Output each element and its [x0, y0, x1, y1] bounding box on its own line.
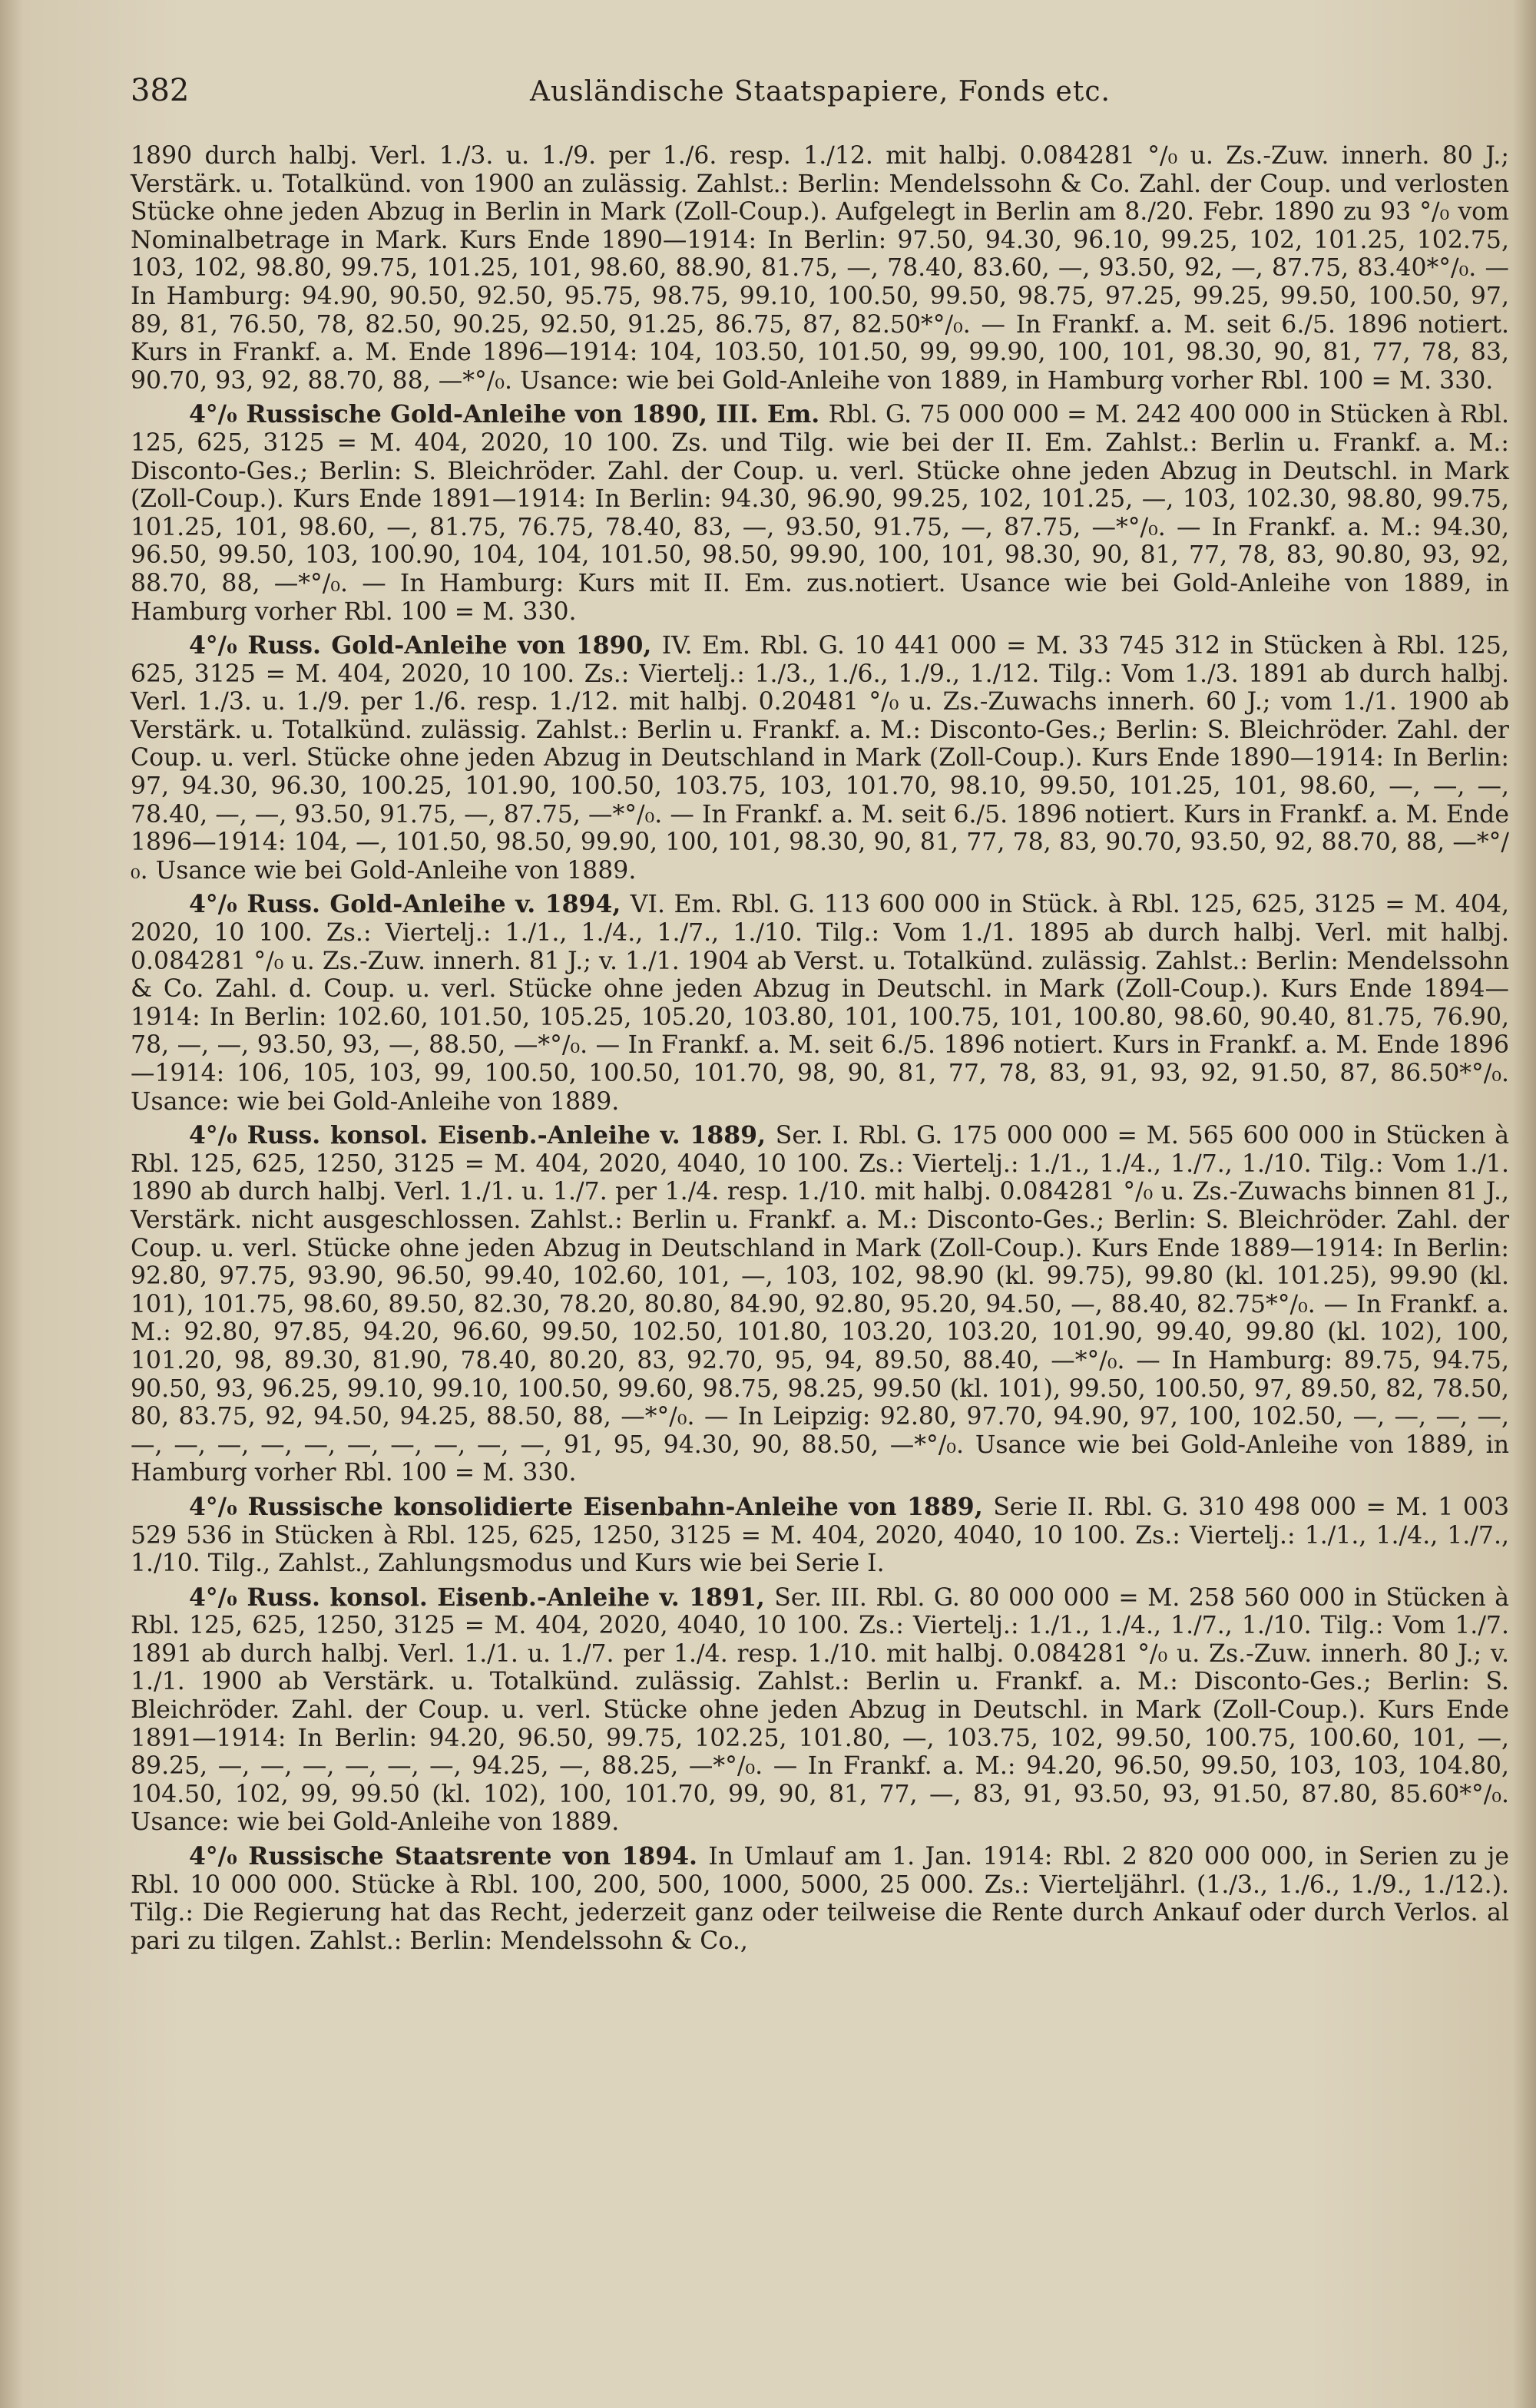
- page-gutter-shadow: [0, 0, 23, 2408]
- entry-text: VI. Em. Rbl. G. 113 600 000 in Stück. à Rbl. 125, 625, 3125 = M. 404, 2020, 10 100. Zs.: Viertelj.: 1./1., 1./4., 1./7., 1./10. Tilg.: Vom 1./1. 1895 ab durch halbj. Verl. mit halbj. 0.084281 °/₀ u. Zs.-Zuw. innerh. 81 J.; v. 1./1. 1904 ab Verst. u. Totalkünd. zulässig. Zahlst.: Berlin: Mendelssohn & Co. Zahl. d. Coup. u. verl. Stücke ohne jeden Abzug in Deutschl. in Mark (Zoll-Coup.). Kurs Ende 1894—1914: In Berlin: 102.60, 101.50, 105.25, 105.20, 103.80, 101, 100.75, 101, 100.80, 98.60, 90.40, 81.75, 76.90, 78, —, —, 93.50, 93, —, 88.50, —*°/₀. — In Frankf. a. M. seit 6./5. 1896 notiert. Kurs in Frankf. a. M. Ende 1896—1914: 106, 105, 103, 99, 100.50, 100.50, 101.70, 98, 90, 81, 77, 78, 83, 91, 93, 92, 91.50, 87, 86.50*°/₀. Usance: wie bei Gold-Anleihe von 1889.: [131, 891, 1510, 1116]
- entry-text: Ser. I. Rbl. G. 175 000 000 = M. 565 600 000 in Stücken à Rbl. 125, 625, 1250, 3125 = M. 404, 2020, 4040, 10 100. Zs.: Viertelj.: 1./1., 1./4., 1./7., 1./10. Tilg.: Vom 1./1. 1890 ab durch halbj. Verl. 1./1. u. 1./7. per 1./4. resp. 1./10. mit halbj. 0.084281 °/₀ u. Zs.-Zuwachs binnen 81 J., Verstärk. nicht ausgeschlossen. Zahlst.: Berlin u. Frankf. a. M.: Disconto-Ges.; Berlin: S. Bleichröder. Zahl. der Coup. u. verl. Stücke ohne jeden Abzug in Deutschland in Mark (Zoll-Coup.). Kurs Ende 1889—1914: In Berlin: 92.80, 97.75, 93.90, 96.50, 99.40, 102.60, 101, —, 103, 102, 98.90 (kl. 99.75), 99.80 (kl. 101.25), 99.90 (kl. 101), 101.75, 98.60, 89.50, 82.30, 78.20, 80.80, 84.90, 92.80, 95.20, 94.50, —, 88.40, 82.75*°/₀. — In Frankf. a. M.: 92.80, 97.85, 94.20, 96.60, 99.50, 102.50, 101.80, 103.20, 103.20, 101.90, 99.40, 99.80 (kl. 102), 100, 101.20, 98, 89.30, 81.90, 78.40, 80.20, 83, 92.70, 95, 94, 89.50, 88.40, —*°/₀. — In Hamburg: 89.75, 94.75, 90.50, 93, 96.25, 99.10, 99.10, 100.50, 99.60, 98.75, 98.25, 99.50 (kl. 101), 99.50, 100.50, 97, 89.50, 82, 78.50, 80, 83.75, 92, 94.50, 94.25, 88.50, 88, —*°/₀. — In Leipzig: 92.80, 97.70, 94.90, 97, 100, 102.50, —, —, —, —, —, —, —, —, —, —, —, —, —, —, 91, 95, 94.30, 90, 88.50, —*°/₀. Usance wie bei Gold-Anleihe von 1889, in Hamburg vorher Rbl. 100 = M. 330.: [131, 1122, 1510, 1487]
- entry-railway-loan-1889-i: [131, 1122, 1509, 1487]
- page-edge-shadow: [1513, 0, 1536, 2408]
- entry-text: Ser. III. Rbl. G. 80 000 000 = M. 258 560 000 in Stücken à Rbl. 125, 625, 1250, 3125 = M. 404, 2020, 4040, 10 100. Zs.: Viertelj.: 1./1., 1./4., 1./7., 1./10. Tilg.: Vom 1./7. 1891 ab durch halbj. Verl. 1./1. u. 1./7. per 1./4. resp. 1./10. mit halbj. 0.084281 °/₀ u. Zs.-Zuw. innerh. 80 J.; v. 1./1. 1900 ab Verstärk. u. Totalkünd. zulässig. Zahlst.: Berlin u. Frankf. a. M.: Disconto-Ges.; Berlin: S. Bleichröder. Zahl. der Coup. u. verl. Stücke ohne jeden Abzug in Deutschl. in Mark (Zoll-Coup.). Kurs Ende 1891—1914: In Berlin: 94.20, 96.50, 99.75, 102.25, 101.80, —, 103.75, 102, 99.50, 100.75, 100.60, 101, —, 89.25, —, —, —, —, —, —, 94.25, —, 88.25, —*°/₀. — In Frankf. a. M.: 94.20, 96.50, 99.50, 103, 103, 104.80, 104.50, 102, 99, 99.50 (kl. 102), 100, 101.70, 99, 90, 81, 77, —, 83, 91, 93.50, 93, 91.50, 87.80, 85.60*°/₀. Usance: wie bei Gold-Anleihe von 1889.: [131, 1583, 1509, 1837]
- entry-heading: 4°/₀ Russ. Gold-Anleihe v. 1894,: [189, 890, 631, 919]
- entry-gold-loan-1890-iv: [131, 632, 1509, 885]
- entry-heading: 4°/₀ Russ. Gold-Anleihe von 1890,: [189, 631, 662, 660]
- entry-railway-loan-1891-iii: [131, 1584, 1509, 1837]
- entry-heading: 4°/₀ Russ. konsol. Eisenb.-Anleihe v. 1889,: [189, 1121, 776, 1150]
- entry-gold-loan-1894: [131, 891, 1509, 1116]
- entry-state-rent-1894: [131, 1843, 1509, 1955]
- page-header: [131, 73, 1505, 119]
- entry-heading: 4°/₀ Russische konsolidierte Eisenbahn-Anleihe von 1889,: [189, 1492, 994, 1521]
- entry-text: In Umlauf am 1. Jan. 1914: Rbl. 2 820 000 000, in Serien zu je Rbl. 10 000 000. Stücke à Rbl. 100, 200, 500, 1000, 5000, 25 000. Zs.: Vierteljährl. (1./3., 1./6., 1./9., 1./12.). Tilg.: Die Regierung hat das Recht, jederzeit ganz oder teilweise die Rente durch Ankauf oder durch Verlos. al pari zu tilgen. Zahlst.: Berlin: Mendelssohn & Co.,: [131, 1843, 1510, 1955]
- entry-heading: 4°/₀ Russische Staatsrente von 1894.: [189, 1842, 709, 1871]
- entry-text: IV. Em. Rbl. G. 10 441 000 = M. 33 745 312 in Stücken à Rbl. 125, 625, 3125 = M. 404, 2020, 10 100. Zs.: Viertelj.: 1./3., 1./6., 1./9., 1./12. Tilg.: Vom 1./3. 1891 ab durch halbj. Verl. 1./3. u. 1./9. per 1./6. resp. 1./12. mit halbj. 0.20481 °/₀ u. Zs.-Zuwachs innerh. 60 J.; vom 1./1. 1900 ab Verstärk. u. Totalkünd. zulässig. Zahlst.: Berlin u. Frankf. a. M.: Disconto-Ges.; Berlin: S. Bleichröder. Zahl. der Coup. u. verl. Stücke ohne jeden Abzug in Deutschland in Mark (Zoll-Coup.). Kurs Ende 1890—1914: In Berlin: 97, 94.30, 96.30, 100.25, 101.90, 100.50, 103.75, 103, 101.70, 98.10, 99.50, 101.25, 101, 98.60, —, —, —, 78.40, —, —, 93.50, 91.75, —, 87.75, —*°/₀. — In Frankf. a. M. seit 6./5. 1896 notiert. Kurs in Frankf. a. M. Ende 1896—1914: 104, —, 101.50, 98.50, 99.90, 100, 101, 98.30, 90, 81, 77, 78, 83, 90.70, 93.50, 92, 88.70, 88, —*°/₀. Usance wie bei Gold-Anleihe von 1889.: [131, 632, 1509, 885]
- page-body: [131, 142, 1509, 1961]
- entry-text: Rbl. G. 75 000 000 = M. 242 400 000 in Stücken à Rbl. 125, 625, 3125 = M. 404, 2020, 10 100. Zs. und Tilg. wie bei der II. Em. Zahlst.: Berlin u. Frankf. a. M.: Disconto-Ges.; Berlin: S. Bleichröder. Zahl. der Coup. u. verl. Stücke ohne jeden Abzug in Deutschl. in Mark (Zoll-Coup.). Kurs Ende 1891—1914: In Berlin: 94.30, 96.90, 99.25, 102, 101.25, —, 103, 102.30, 98.80, 99.75, 101.25, 101, 98.60, —, 81.75, 76.75, 78.40, 83, —, 93.50, 91.75, —, 87.75, —*°/₀. — In Frankf. a. M.: 94.30, 96.50, 99.50, 103, 100.90, 104, 104, 101.50, 98.50, 99.90, 100, 101, 98.30, 90, 81, 77, 78, 83, 90.80, 93, 92, 88.70, 88, —*°/₀. — In Hamburg: Kurs mit II. Em. zus.notiert. Usance wie bei Gold-Anleihe von 1889, in Hamburg vorher Rbl. 100 = M. 330.: [131, 401, 1509, 626]
- entry-gold-loan-1890-iii: [131, 401, 1509, 626]
- entry-heading: 4°/₀ Russ. konsol. Eisenb.-Anleihe v. 1891,: [189, 1583, 775, 1612]
- entry-text: Serie II. Rbl. G. 310 498 000 = M. 1 003 529 536 in Stücken à Rbl. 125, 625, 1250, 3125 = M. 404, 2020, 4040, 10 100. Zs.: Viertelj.: 1./1., 1./4., 1./7., 1./10. Tilg., Zahlst., Zahlungsmodus und Kurs wie bei Serie I.: [131, 1493, 1510, 1578]
- paragraph-text: 1890 durch halbj. Verl. 1./3. u. 1./9. per 1./6. resp. 1./12. mit halbj. 0.084281 °/₀ u. Zs.-Zuw. innerh. 80 J.; Verstärk. u. Totalkünd. von 1900 an zulässig. Zahlst.: Berlin: Mendelssohn & Co. Zahl. der Coup. und verlosten Stücke ohne jeden Abzug in Berlin in Mark (Zoll-Coup.). Aufgelegt in Berlin am 8./20. Febr. 1890 zu 93 °/₀ vom Nominalbetrage in Mark. Kurs Ende 1890—1914: In Berlin: 97.50, 94.30, 96.10, 99.25, 102, 101.25, 102.75, 103, 102, 98.80, 99.75, 101.25, 101, 98.60, 88.90, 81.75, —, 78.40, 83.60, —, 93.50, 92, —, 87.75, 83.40*°/₀. — In Hamburg: 94.90, 90.50, 92.50, 95.75, 98.75, 99.10, 100.50, 99.50, 98.75, 97.25, 99.25, 99.50, 100.50, 97, 89, 81, 76.50, 78, 82.50, 90.25, 92.50, 91.25, 86.75, 87, 82.50*°/₀. — In Frankf. a. M. seit 6./5. 1896 notiert. Kurs in Frankf. a. M. Ende 1896—1914: 104, 103.50, 101.50, 99, 99.90, 100, 101, 98.30, 90, 81, 77, 78, 83, 90.70, 93, 92, 88.70, 88, —*°/₀. Usance: wie bei Gold-Anleihe von 1889, in Hamburg vorher Rbl. 100 = M. 330.: [131, 142, 1509, 395]
- paragraph-continuation: [131, 142, 1509, 395]
- page-number: 382: [131, 73, 190, 108]
- running-title: Ausländische Staatspapiere, Fonds etc.: [530, 76, 1111, 108]
- entry-heading: 4°/₀ Russische Gold-Anleihe von 1890, III. Em.: [189, 400, 829, 429]
- entry-railway-loan-1889-ii: [131, 1493, 1509, 1578]
